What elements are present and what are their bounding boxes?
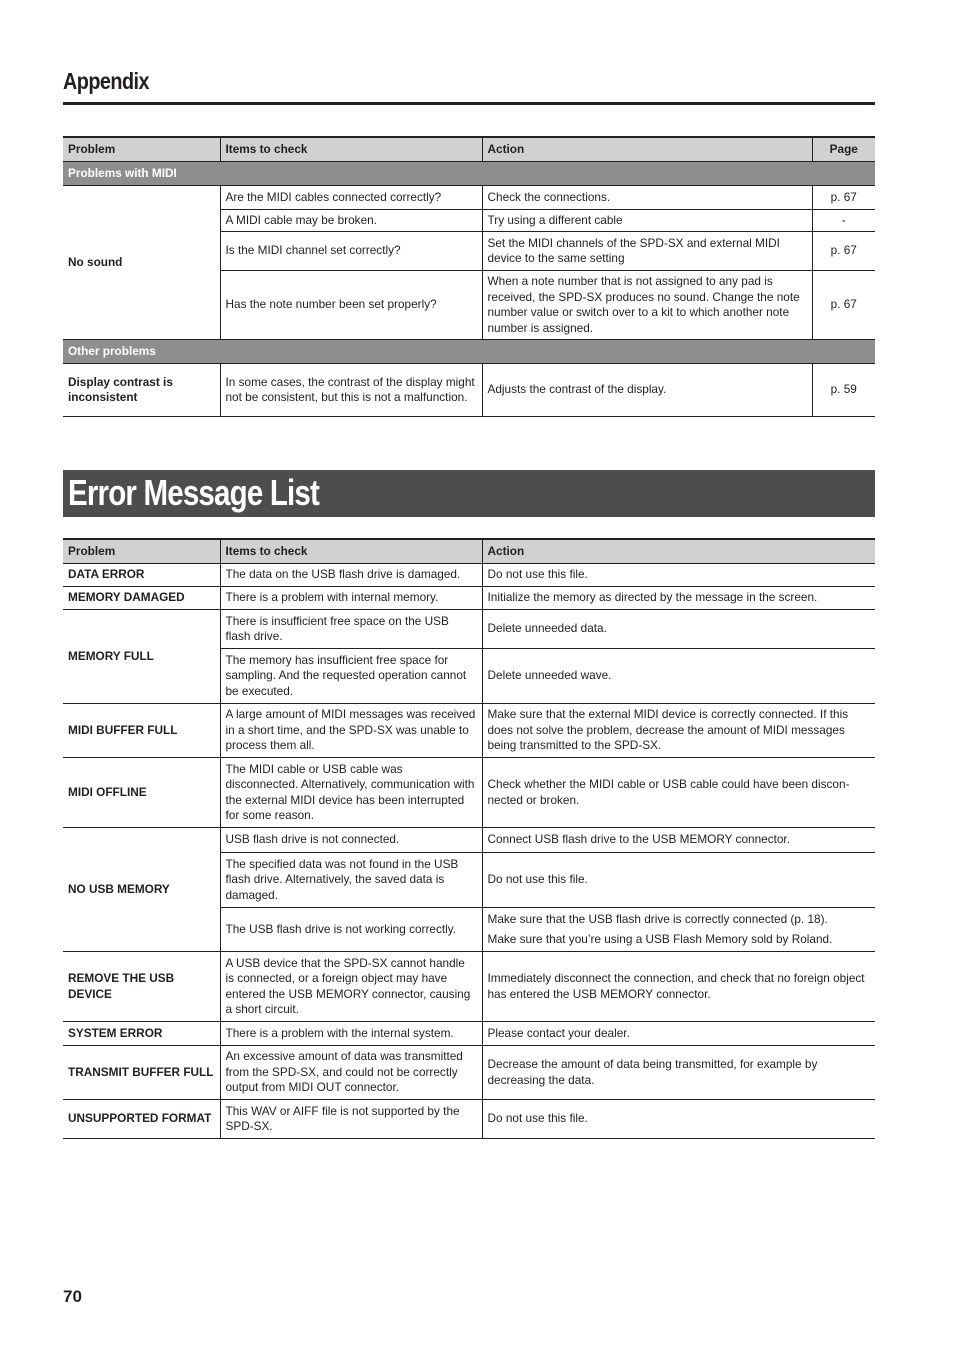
section-title: Error Message List — [68, 472, 320, 513]
problem-cell: UNSUPPORTED FORMAT — [63, 1100, 220, 1139]
table-row — [63, 828, 875, 853]
action-line: Make sure that you’re using a USB Flash Memory sold by Roland. — [487, 932, 833, 946]
action-cell: Check the connections. — [482, 186, 812, 210]
check-cell: An excessive amount of data was transmitted from the SPD-SX, and could not be correctly output from MIDI OUT connector. — [220, 1046, 482, 1100]
table-row — [63, 704, 875, 758]
table-row — [63, 758, 875, 828]
table-row — [63, 1046, 875, 1100]
problem-cell: DATA ERROR — [63, 564, 220, 587]
check-cell: Is the MIDI channel set correctly? — [220, 232, 482, 271]
table-row — [63, 1100, 875, 1139]
action-cell: Set the MIDI channels of the SPD-SX and external MIDI device to the same setting — [482, 232, 812, 271]
table-row — [63, 952, 875, 1022]
column-header-action: Action — [482, 539, 875, 564]
action-line: Make sure that the USB flash drive is correctly connected (p. 18). — [487, 911, 828, 926]
action-cell: Check whether the MIDI cable or USB cable could have been discon-nected or broken. — [482, 758, 875, 828]
check-cell: A MIDI cable may be broken. — [220, 210, 482, 232]
section-title-bar — [63, 470, 875, 517]
check-cell: The MIDI cable or USB cable was disconnected. Alternatively, communication with the external MIDI device has been interrupted for some reason. — [220, 758, 482, 828]
action-cell: Do not use this file. — [482, 853, 875, 908]
action-cell: Do not use this file. — [482, 564, 875, 587]
table-row — [63, 364, 875, 417]
problem-cell: Display contrast is inconsistent — [63, 364, 220, 417]
action-cell: Immediately disconnect the connection, and check that no foreign object has entered the USB MEMORY connector. — [482, 952, 875, 1022]
column-header-items: Items to check — [220, 137, 482, 162]
check-cell: In some cases, the contrast of the display might not be consistent, but this is not a malfunction. — [220, 364, 482, 417]
check-cell: There is a problem with internal memory. — [220, 587, 482, 610]
page-header-title: Appendix — [63, 68, 149, 94]
column-header-action: Action — [482, 137, 812, 162]
problem-cell: MIDI BUFFER FULL — [63, 704, 220, 758]
action-cell: Do not use this file. — [482, 1100, 875, 1139]
action-cell: When a note number that is not assigned to any pad is received, the SPD-SX produces no sound. Change the note number value or switch over to a kit to which another note number is assigned. — [482, 271, 812, 340]
check-cell: There is insufficient free space on the USB flash drive. — [220, 610, 482, 649]
check-cell: The data on the USB flash drive is damaged. — [220, 564, 482, 587]
error-message-table — [63, 538, 875, 1139]
check-cell: The memory has insufficient free space for sampling. And the requested operation cannot be executed. — [220, 649, 482, 704]
problem-cell: MEMORY FULL — [63, 610, 220, 704]
problem-cell: SYSTEM ERROR — [63, 1022, 220, 1046]
problem-cell: MIDI OFFLINE — [63, 758, 220, 828]
action-cell: Please contact your dealer. — [482, 1022, 875, 1046]
page-ref-cell: - — [812, 210, 875, 232]
category-row — [63, 340, 875, 364]
check-cell: The USB flash drive is not working correctly. — [220, 908, 482, 952]
table-row — [63, 587, 875, 610]
category-row — [63, 162, 875, 186]
check-cell: Has the note number been set properly? — [220, 271, 482, 340]
table-header-row — [63, 137, 875, 162]
table-row — [63, 610, 875, 649]
check-cell: USB flash drive is not connected. — [220, 828, 482, 853]
action-cell: Make sure that the external MIDI device is correctly connected. If this does not solve the problem, decrease the amount of MIDI messages being transmitted to the SPD-SX. — [482, 704, 875, 758]
action-cell: Delete unneeded wave. — [482, 649, 875, 704]
check-cell: A large amount of MIDI messages was received in a short time, and the SPD-SX was unable to process them all. — [220, 704, 482, 758]
problem-cell: MEMORY DAMAGED — [63, 587, 220, 610]
table-row — [63, 186, 875, 210]
page-ref-cell: p. 67 — [812, 232, 875, 271]
table-header-row — [63, 539, 875, 564]
problem-cell: TRANSMIT BUFFER FULL — [63, 1046, 220, 1100]
column-header-problem: Problem — [63, 539, 220, 564]
problem-cell: REMOVE THE USB DEVICE — [63, 952, 220, 1022]
column-header-page: Page — [812, 137, 875, 162]
table-row — [63, 1022, 875, 1046]
problem-cell: NO USB MEMORY — [63, 828, 220, 952]
page-ref-cell: p. 67 — [812, 186, 875, 210]
page-ref-cell: p. 59 — [812, 364, 875, 417]
midi-troubleshooting-table — [63, 136, 875, 417]
category-label: Other problems — [63, 340, 875, 364]
column-header-items: Items to check — [220, 539, 482, 564]
check-cell: The specified data was not found in the USB flash drive. Alternatively, the saved data is damaged. — [220, 853, 482, 908]
action-cell: Adjusts the contrast of the display. — [482, 364, 812, 417]
column-header-problem: Problem — [63, 137, 220, 162]
header-rule — [63, 102, 875, 105]
action-cell — [482, 908, 875, 952]
check-cell: A USB device that the SPD-SX cannot handle is connected, or a foreign object may have entered the USB MEMORY connector, causing a short circuit. — [220, 952, 482, 1022]
action-cell: Delete unneeded data. — [482, 610, 875, 649]
action-cell: Decrease the amount of data being transmitted, for example by decreasing the data. — [482, 1046, 875, 1100]
problem-cell: No sound — [63, 186, 220, 340]
action-cell: Try using a different cable — [482, 210, 812, 232]
check-cell: There is a problem with the internal system. — [220, 1022, 482, 1046]
check-cell: Are the MIDI cables connected correctly? — [220, 186, 482, 210]
action-cell: Connect USB flash drive to the USB MEMORY connector. — [482, 828, 875, 853]
action-cell: Initialize the memory as directed by the message in the screen. — [482, 587, 875, 610]
table-row — [63, 564, 875, 587]
page-number: 70 — [63, 1287, 82, 1306]
category-label: Problems with MIDI — [63, 162, 875, 186]
page-ref-cell: p. 67 — [812, 271, 875, 340]
check-cell: This WAV or AIFF file is not supported by the SPD-SX. — [220, 1100, 482, 1139]
